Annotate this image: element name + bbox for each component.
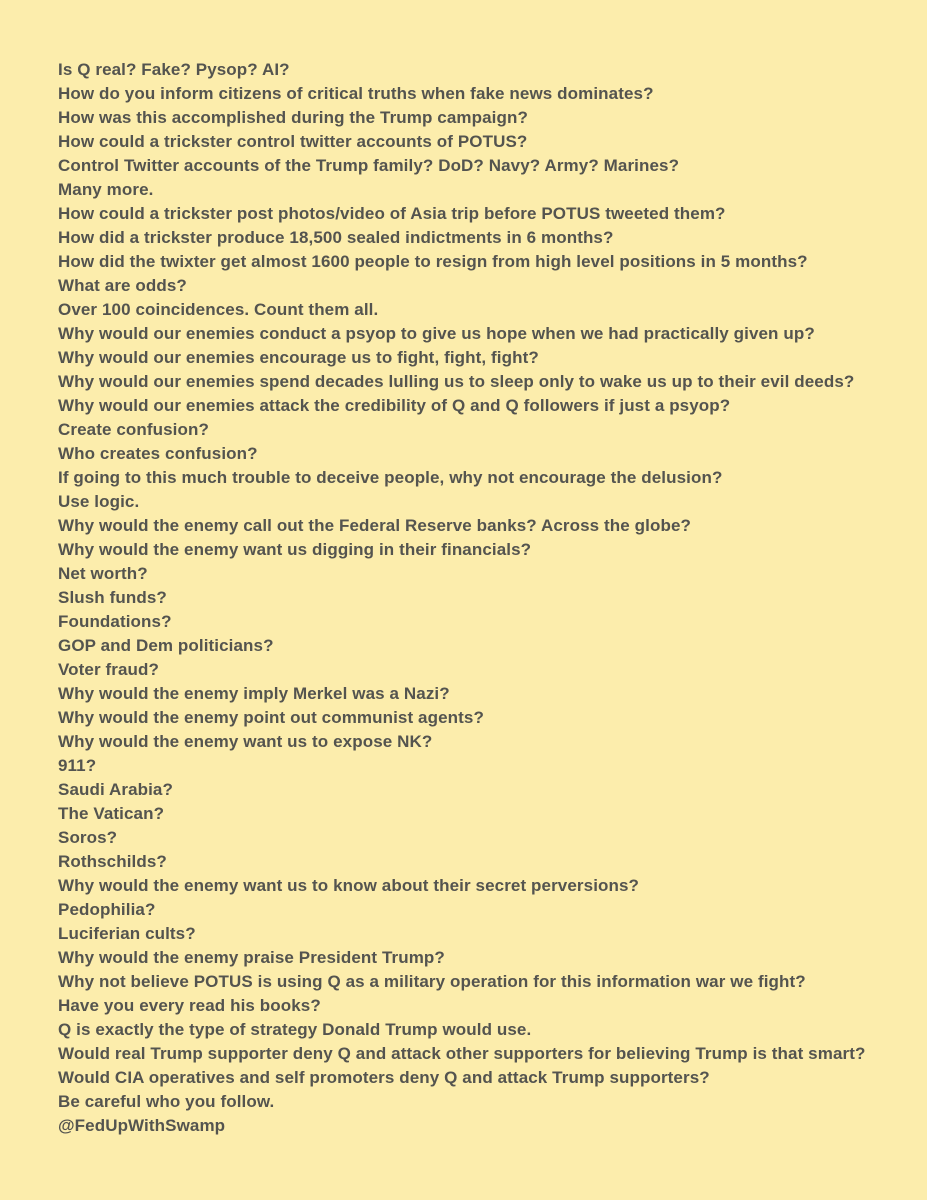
- text-line: Foundations?: [58, 612, 172, 631]
- text-line: Slush funds?: [58, 588, 167, 607]
- text-line: Voter fraud?: [58, 660, 160, 679]
- text-line: Why would the enemy want us to know about their secret perversions?: [58, 876, 640, 895]
- text-line: Why not believe POTUS is using Q as a military operation for this information war we fight?: [58, 972, 806, 991]
- text-line: Why would our enemies conduct a psyop to give us hope when we had practically given up?: [58, 324, 815, 343]
- text-line: Who creates confusion?: [58, 444, 258, 463]
- text-line: How did the twixter get almost 1600 people to resign from high level positions in 5 months?: [58, 252, 808, 271]
- author-handle: @FedUpWithSwamp: [58, 1116, 226, 1135]
- text-line: Pedophilia?: [58, 900, 156, 919]
- text-line: GOP and Dem politicians?: [58, 636, 274, 655]
- question-text-block: [58, 58, 907, 1138]
- text-line: Why would the enemy point out communist agents?: [58, 708, 484, 727]
- text-line: Use logic.: [58, 492, 140, 511]
- text-line: The Vatican?: [58, 804, 165, 823]
- text-line: Saudi Arabia?: [58, 780, 173, 799]
- text-line: Would CIA operatives and self promoters deny Q and attack Trump supporters?: [58, 1068, 710, 1087]
- question-list: [58, 58, 907, 1114]
- text-line: 911?: [58, 756, 97, 775]
- text-line: Q is exactly the type of strategy Donald Trump would use.: [58, 1020, 532, 1039]
- text-line: How did a trickster produce 18,500 sealed indictments in 6 months?: [58, 228, 614, 247]
- text-line: If going to this much trouble to deceive people, why not encourage the delusion?: [58, 468, 723, 487]
- text-line: Net worth?: [58, 564, 148, 583]
- text-line: Have you every read his books?: [58, 996, 321, 1015]
- text-line: Create confusion?: [58, 420, 209, 439]
- text-line: Is Q real? Fake? Pysop? AI?: [58, 60, 290, 79]
- text-line: Many more.: [58, 180, 154, 199]
- text-line: How do you inform citizens of critical truths when fake news dominates?: [58, 84, 654, 103]
- text-line: Why would the enemy want us digging in their financials?: [58, 540, 532, 559]
- text-line: Be careful who you follow.: [58, 1092, 275, 1111]
- text-line: Soros?: [58, 828, 118, 847]
- text-line: Why would our enemies spend decades lulling us to sleep only to wake us up to their evil deeds?: [58, 372, 855, 391]
- text-line: Why would the enemy want us to expose NK?: [58, 732, 433, 751]
- text-line: Why would our enemies attack the credibility of Q and Q followers if just a psyop?: [58, 396, 731, 415]
- text-line: What are odds?: [58, 276, 187, 295]
- text-line: Why would the enemy praise President Trump?: [58, 948, 445, 967]
- text-line: How could a trickster control twitter accounts of POTUS?: [58, 132, 528, 151]
- text-line: Rothschilds?: [58, 852, 167, 871]
- text-line: Why would our enemies encourage us to fight, fight, fight?: [58, 348, 539, 367]
- text-line: How could a trickster post photos/video of Asia trip before POTUS tweeted them?: [58, 204, 726, 223]
- text-line: Why would the enemy imply Merkel was a Nazi?: [58, 684, 450, 703]
- text-line: Would real Trump supporter deny Q and attack other supporters for believing Trump is that smart?: [58, 1044, 866, 1063]
- text-line: Luciferian cults?: [58, 924, 196, 943]
- text-line: Control Twitter accounts of the Trump family? DoD? Navy? Army? Marines?: [58, 156, 680, 175]
- text-line: Over 100 coincidences. Count them all.: [58, 300, 379, 319]
- text-line: How was this accomplished during the Trump campaign?: [58, 108, 528, 127]
- text-line: Why would the enemy call out the Federal Reserve banks? Across the globe?: [58, 516, 691, 535]
